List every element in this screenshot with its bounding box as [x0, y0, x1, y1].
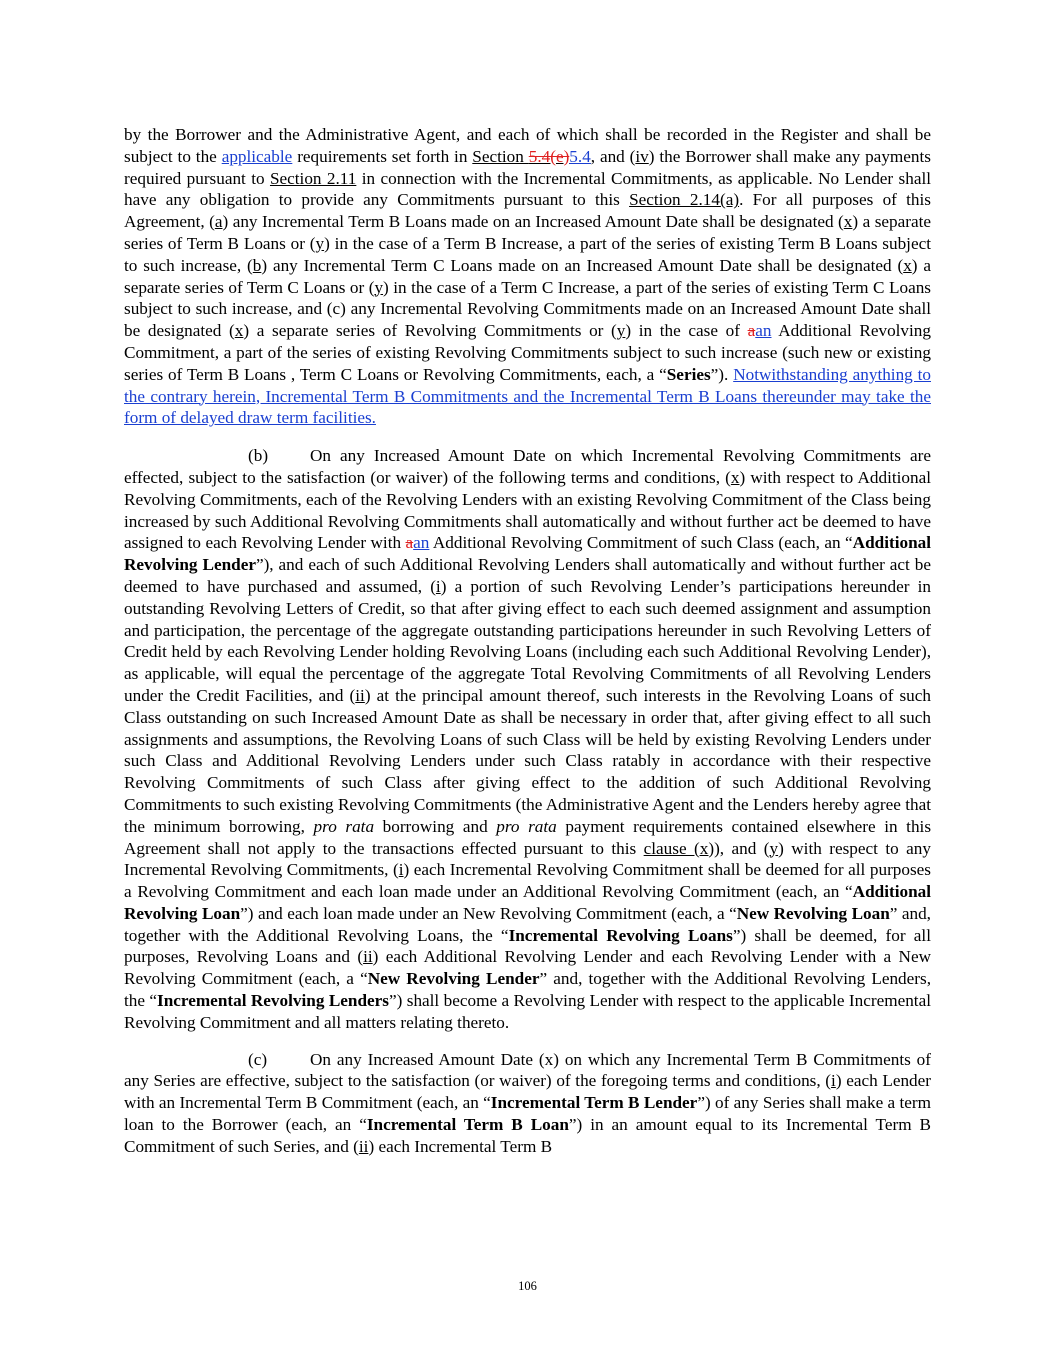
paragraph-c: (c) On any Increased Amount Date (x) on which any Incremental Term B Commitments of any Series are effective, subject to the satisfaction (or waiver) of the foregoing terms and conditions, (i) each Lender with an Incremental Term B Commitment (each, an “Incremental Term B Lender”) of any Series shall make a term loan to the Borrower (each, an “Incremental Term B Loan”) in an amount equal to its Incremental Term B Commitment of such Series, and (ii) each Incremental Term B	[124, 1049, 931, 1156]
inserted-sentence: Notwithstanding anything to the contrary herein, Incremental Term B Commitments and the Incremental Term B Loans thereunder may take the form of delayed draw term facilities.	[124, 364, 931, 428]
defined-term: Incremental Term B Loan	[366, 1115, 569, 1135]
defined-term: Additional Revolving Loan	[124, 882, 931, 923]
defined-term: Incremental Term B Lender	[490, 1093, 698, 1113]
section-reference: Section 5.4(e)5.4	[472, 146, 591, 166]
page-number: 106	[518, 1279, 537, 1293]
section-reference: Section 2.11	[269, 168, 357, 188]
inserted-text: an	[755, 321, 772, 341]
page-body	[124, 124, 931, 1158]
inserted-text: applicable	[221, 146, 293, 166]
defined-term: Additional Revolving Lender	[124, 533, 931, 575]
paragraph-b: (b) On any Increased Amount Date on which Incremental Revolving Commitments are effected, subject to the satisfaction (or waiver) of the following terms and conditions, (x) with respect to Additional Revolving Commitments, each of the Revolving Lenders with an existing Revolving Commitment of the Class being increased by such Additional Revolving Commitments shall automatically and without further act be deemed to have assigned to each Revolving Lender with aan Additional Revolving Commitment of such Class (each, an “Additional Revolving Lender”), and each of such Additional Revolving Lenders shall automatically and without further act be deemed to have purchased and assumed, (i) a portion of such Revolving Lender’s participations hereunder in outstanding Revolving Letters of Credit, so that after giving effect to each such deemed assignment and assumption and participation, the percentage of the aggregate outstanding participations hereunder in such Revolving Letters of Credit held by each Revolving Lender holding Revolving Loans (including each such Additional Revolving Lender), as applicable, will equal the percentage of the aggregate Total Revolving Commitments of all Revolving Lenders under the Credit Facilities, and (ii) at the principal amount thereof, such interests in the Revolving Loans of such Class outstanding on such Increased Amount Date as shall be necessary in order that, after giving effect to all such assignments and assumptions, the Revolving Loans of such Class will be held by existing Revolving Lenders under such Class and Additional Revolving Lenders under such Class ratably in accordance with their respective Revolving Commitments of such Class after giving effect to the addition of such Additional Revolving Commitments to such existing Revolving Commitments (the Administrative Agent and the Lenders hereby agree that the minimum borrowing, pro rata borrowing and pro rata payment requirements contained elsewhere in this Agreement shall not apply to the transactions effected pursuant to this clause (x)), and (y) with respect to any Incremental Revolving Commitments, (i) each Incremental Revolving Commitment shall be deemed for all purposes a Revolving Commitment and each loan made under an Additional Revolving Commitment (each, an “Additional Revolving Loan”) and each loan made under an New Revolving Commitment (each, a “New Revolving Loan” and, together with the Additional Revolving Loans, the “Incremental Revolving Loans”) shall be deemed, for all purposes, Revolving Loans and (ii) each Additional Revolving Lender and each Revolving Lender with a New Revolving Commitment (each, a “New Revolving Lender” and, together with the Additional Revolving Lenders, the “Incremental Revolving Lenders”) shall become a Revolving Lender with respect to the applicable Incremental Revolving Commitment and all matters relating thereto.	[124, 446, 932, 1032]
clause-reference: clause (x)	[643, 838, 715, 858]
paragraph-label: (b)	[248, 446, 269, 466]
paragraph-a-continued: by the Borrower and the Administrative Agent, and each of which shall be recorded in the Register and shall be subject to the applicable requirements set forth in Section 5.4(e)5.4, and (iv) the Borrower shall make any payments required pursuant to Section 2.11 in connection with the Incremental Commitments, as applicable. No Lender shall have any obligation to provide any Commitments pursuant to this Section 2.14(a). For all purposes of this Agreement, (a) any Incremental Term B Loans made on an Increased Amount Date shall be designated (x) a separate series of Term B Loans or (y) in the case of a Term B Increase, a part of the series of existing Term B Loans subject to such increase, (b) any Incremental Term C Loans made on an Increased Amount Date shall be designated (x) a separate series of Term C Loans or (y) in the case of a Term C Increase, a part of the series of existing Term C Loans subject to such increase, and (c) any Incremental Revolving Commitments made on an Increased Amount Date shall be designated (x) a separate series of Revolving Commitments or (y) in the case of aan Additional Revolving Commitment, a part of the series of existing Revolving Commitments subject to such increase (such new or existing series of Term B Loans , Term C Loans or Revolving Commitments, each, a “Series”). Notwithstanding anything to the contrary herein, Incremental Term B Commitments and the Incremental Term B Loans thereunder may take the form of delayed draw term facilities.	[124, 125, 931, 428]
deleted-text: a	[747, 321, 756, 341]
section-reference: Section 2.14(a)	[629, 190, 740, 210]
deleted-text: a	[405, 533, 414, 553]
defined-term: New Revolving Loan	[736, 903, 890, 923]
inserted-text: an	[413, 533, 430, 553]
deleted-text: 5.4(e)	[528, 146, 570, 166]
defined-term: Incremental Revolving Loans	[508, 925, 733, 945]
defined-term: Series	[666, 364, 711, 384]
paragraph-label: (c)	[248, 1049, 268, 1069]
inserted-text: 5.4	[569, 146, 591, 166]
defined-term: Incremental Revolving Lenders	[157, 991, 389, 1011]
defined-term: New Revolving Lender	[367, 969, 540, 989]
